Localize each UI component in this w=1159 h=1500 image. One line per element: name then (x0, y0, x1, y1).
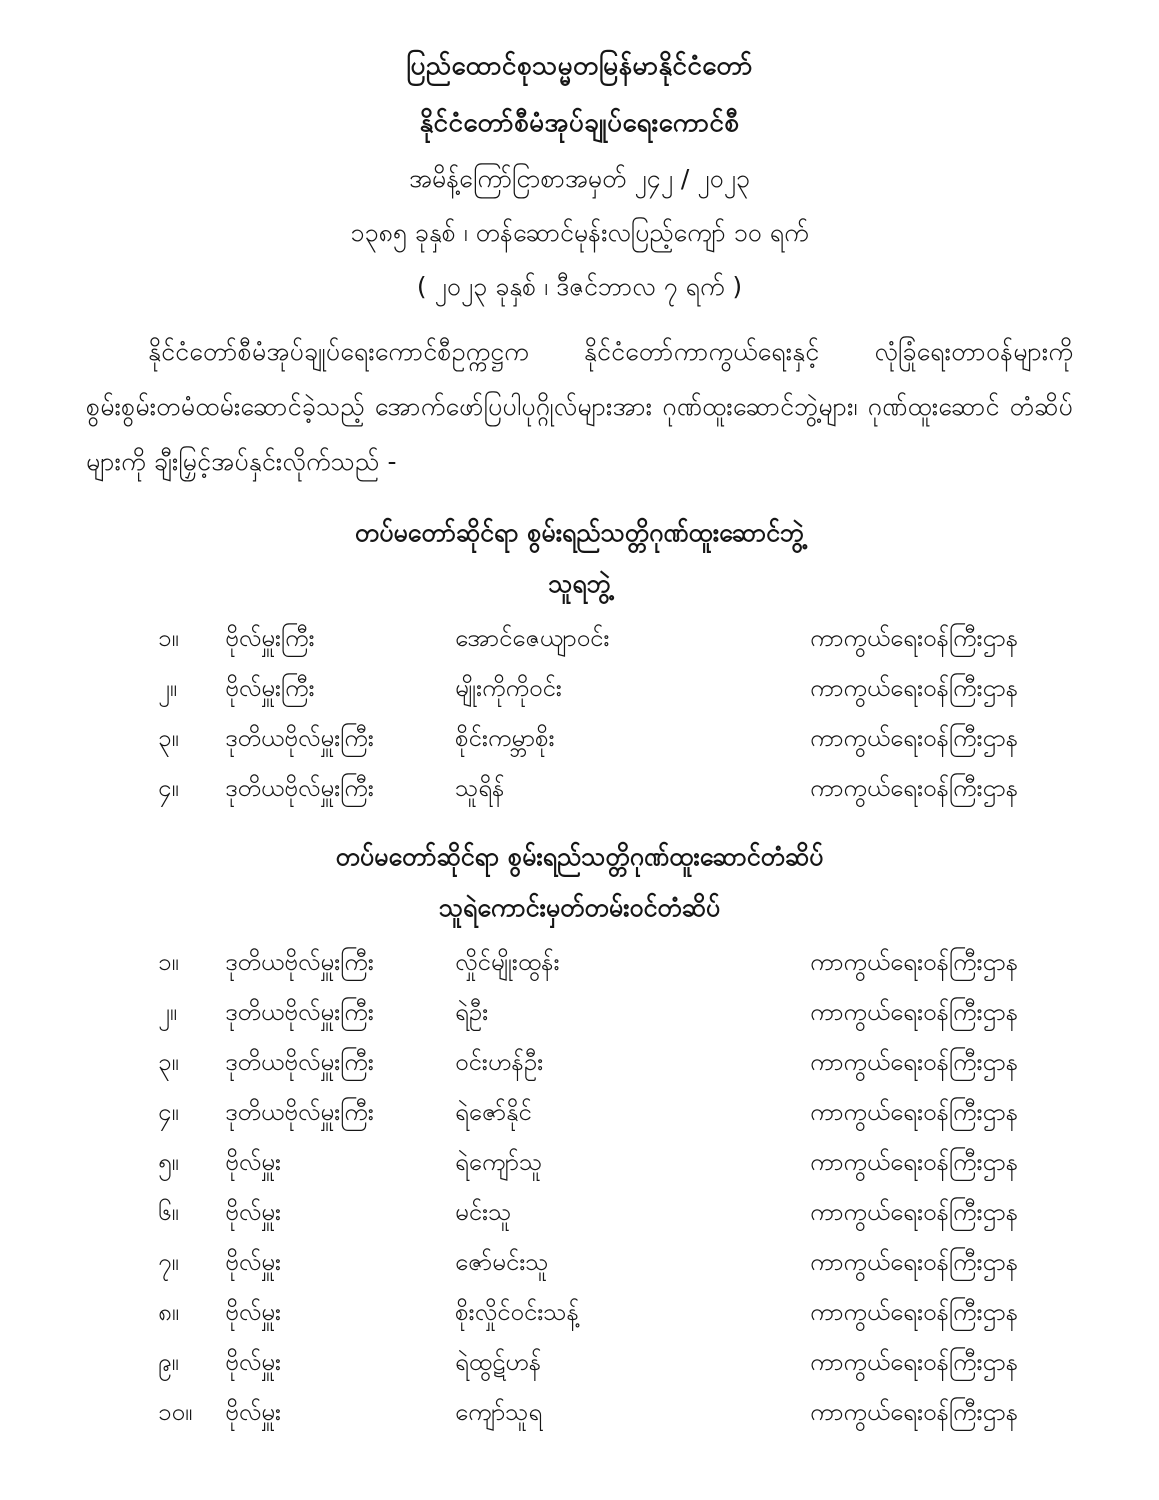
row-department: ကာကွယ်ရေးဝန်ကြီးဌာန (810, 1398, 1019, 1426)
gregorian-date: ( ၂၀၂၃ ခုနှစ် ၊ ဒီဇင်ဘာလ ၇ ရက် ) (416, 272, 743, 301)
row-number: ၁။ (158, 948, 179, 976)
row-name: ရဲဇော်နိုင် (455, 1098, 532, 1126)
table-row (158, 1137, 1073, 1187)
state-title: ပြည်ထောင်စုသမ္မတမြန်မာနိုင်ငံတော် (406, 51, 753, 81)
row-number: ၁၀။ (158, 1398, 193, 1426)
row-department: ကာကွယ်ရေးဝန်ကြီးဌာန (810, 1298, 1019, 1326)
table-row (158, 1287, 1073, 1337)
row-name: ရဲကျော်သူ (455, 1148, 543, 1176)
section1-heading: တပ်မတော်ဆိုင်ရာ စွမ်းရည်သတ္တိဂုဏ်ထူးဆောင်ဘွဲ့ (354, 518, 805, 547)
row-name: မျိုးကိုကိုဝင်း (455, 674, 562, 702)
row-rank: ဒုတိယဗိုလ်မှူးကြီး (225, 1048, 374, 1076)
row-name: စိုးလှိုင်ဝင်းသန့် (455, 1298, 579, 1326)
row-number: ၃။ (158, 724, 179, 752)
myanmar-date: ၁၃၈၅ ခုနှစ် ၊ တန်ဆောင်မုန်းလပြည့်ကျော် ၁၀ ရက် (350, 218, 809, 247)
table-row (158, 937, 1073, 987)
row-department: ကာကွယ်ရေးဝန်ကြီးဌာန (810, 624, 1019, 652)
table-row (158, 1187, 1073, 1237)
table-row (158, 713, 1073, 763)
row-rank: ဗိုလ်မှူးကြီး (225, 624, 315, 652)
row-name: ရဲဦး (455, 998, 489, 1026)
section2-recipient-table (158, 937, 1073, 1437)
row-name: မင်းသူ (455, 1198, 512, 1226)
row-department: ကာကွယ်ရေးဝန်ကြီးဌာန (810, 998, 1019, 1026)
row-number: ၄။ (158, 1098, 179, 1126)
row-department: ကာကွယ်ရေးဝန်ကြီးဌာန (810, 1148, 1019, 1176)
row-rank: ဗိုလ်မှူး (225, 1398, 282, 1426)
row-department: ကာကွယ်ရေးဝန်ကြီးဌာန (810, 948, 1019, 976)
row-number: ၇။ (158, 1248, 179, 1276)
row-number: ၁။ (158, 624, 179, 652)
table-row (158, 763, 1073, 813)
row-rank: ဗိုလ်မှူး (225, 1198, 282, 1226)
row-number: ၈။ (158, 1298, 179, 1326)
intro-paragraph: နိုင်ငံတော်စီမံအုပ်ချုပ်ရေးကောင်စီဥက္ကဋ္ဌက နိုင်ငံတော်ကာကွယ်ရေးနှင့် လုံခြုံရေးတာဝန်များကို စွမ်းစွမ်းတမံထမ်းဆောင်ခဲ့သည့် အောက်ဖော်ပြပါပုဂ္ဂိုလ်များအား ဂုဏ်ထူးဆောင်ဘွဲ့များ၊ ဂုဏ်ထူးဆောင် တံဆိပ်များကို ချီးမြှင့်အပ်နှင်းလိုက်သည် - (86, 337, 1073, 476)
row-name: အောင်ဇေယျာဝင်း (455, 624, 610, 652)
row-name: ကျော်သူရ (455, 1398, 543, 1426)
row-number: ၅။ (158, 1148, 179, 1176)
section1-recipient-table (158, 613, 1073, 813)
row-department: ကာကွယ်ရေးဝန်ကြီးဌာန (810, 1248, 1019, 1276)
row-number: ၂။ (158, 674, 178, 702)
row-name: ဇော်မင်းသူ (455, 1248, 549, 1276)
row-rank: ဒုတိယဗိုလ်မှူးကြီး (225, 998, 374, 1026)
row-name: လှိုင်မျိုးထွန်း (455, 948, 560, 976)
table-row (158, 663, 1073, 713)
row-rank: ဗိုလ်မှူးကြီး (225, 674, 315, 702)
row-rank: ဒုတိယဗိုလ်မှူးကြီး (225, 948, 374, 976)
section1-subheading: သူရဘွဲ့ (548, 569, 611, 598)
row-rank: ဒုတိယဗိုလ်မှူးကြီး (225, 1098, 374, 1126)
section2-subheading: သူရဲကောင်းမှတ်တမ်းဝင်တံဆိပ် (438, 893, 721, 922)
row-name: သူရိန် (455, 774, 505, 802)
row-rank: ဗိုလ်မှူး (225, 1298, 282, 1326)
row-rank: ဒုတိယဗိုလ်မှူးကြီး (225, 724, 374, 752)
row-department: ကာကွယ်ရေးဝန်ကြီးဌာန (810, 724, 1019, 752)
row-department: ကာကွယ်ရေးဝန်ကြီးဌာန (810, 1098, 1019, 1126)
table-row (158, 987, 1073, 1037)
table-row (158, 1087, 1073, 1137)
row-number: ၂။ (158, 998, 178, 1026)
table-row (158, 1237, 1073, 1287)
order-number: အမိန့်ကြော်ငြာစာအမှတ် ၂၄၂ / ၂၀၂၃ (408, 164, 750, 193)
section2-heading: တပ်မတော်ဆိုင်ရာ စွမ်းရည်သတ္တိဂုဏ်ထူးဆောင်တံဆိပ် (335, 842, 824, 871)
council-title: နိုင်ငံတော်စီမံအုပ်ချုပ်ရေးကောင်စီ (419, 108, 740, 138)
document-header (86, 48, 1073, 304)
row-department: ကာကွယ်ရေးဝန်ကြီးဌာန (810, 774, 1019, 802)
row-rank: ဒုတိယဗိုလ်မှူးကြီး (225, 774, 374, 802)
row-name: ဝင်းဟန်ဦး (455, 1048, 544, 1076)
table-row (158, 1387, 1073, 1437)
row-department: ကာကွယ်ရေးဝန်ကြီးဌာန (810, 674, 1019, 702)
row-name: စိုင်းကမ္ဘာစိုး (455, 724, 555, 752)
row-rank: ဗိုလ်မှူး (225, 1348, 282, 1376)
row-number: ၃။ (158, 1048, 179, 1076)
row-number: ၄။ (158, 774, 179, 802)
row-department: ကာကွယ်ရေးဝန်ကြီးဌာန (810, 1048, 1019, 1076)
row-name: ရဲထွဋ်ဟန် (455, 1348, 542, 1376)
row-number: ၆။ (158, 1198, 179, 1226)
row-department: ကာကွယ်ရေးဝန်ကြီးဌာန (810, 1348, 1019, 1376)
row-department: ကာကွယ်ရေးဝန်ကြီးဌာန (810, 1198, 1019, 1226)
table-row (158, 613, 1073, 663)
row-rank: ဗိုလ်မှူး (225, 1248, 282, 1276)
row-number: ၉။ (158, 1348, 179, 1376)
table-row (158, 1337, 1073, 1387)
table-row (158, 1037, 1073, 1087)
row-rank: ဗိုလ်မှူး (225, 1148, 282, 1176)
